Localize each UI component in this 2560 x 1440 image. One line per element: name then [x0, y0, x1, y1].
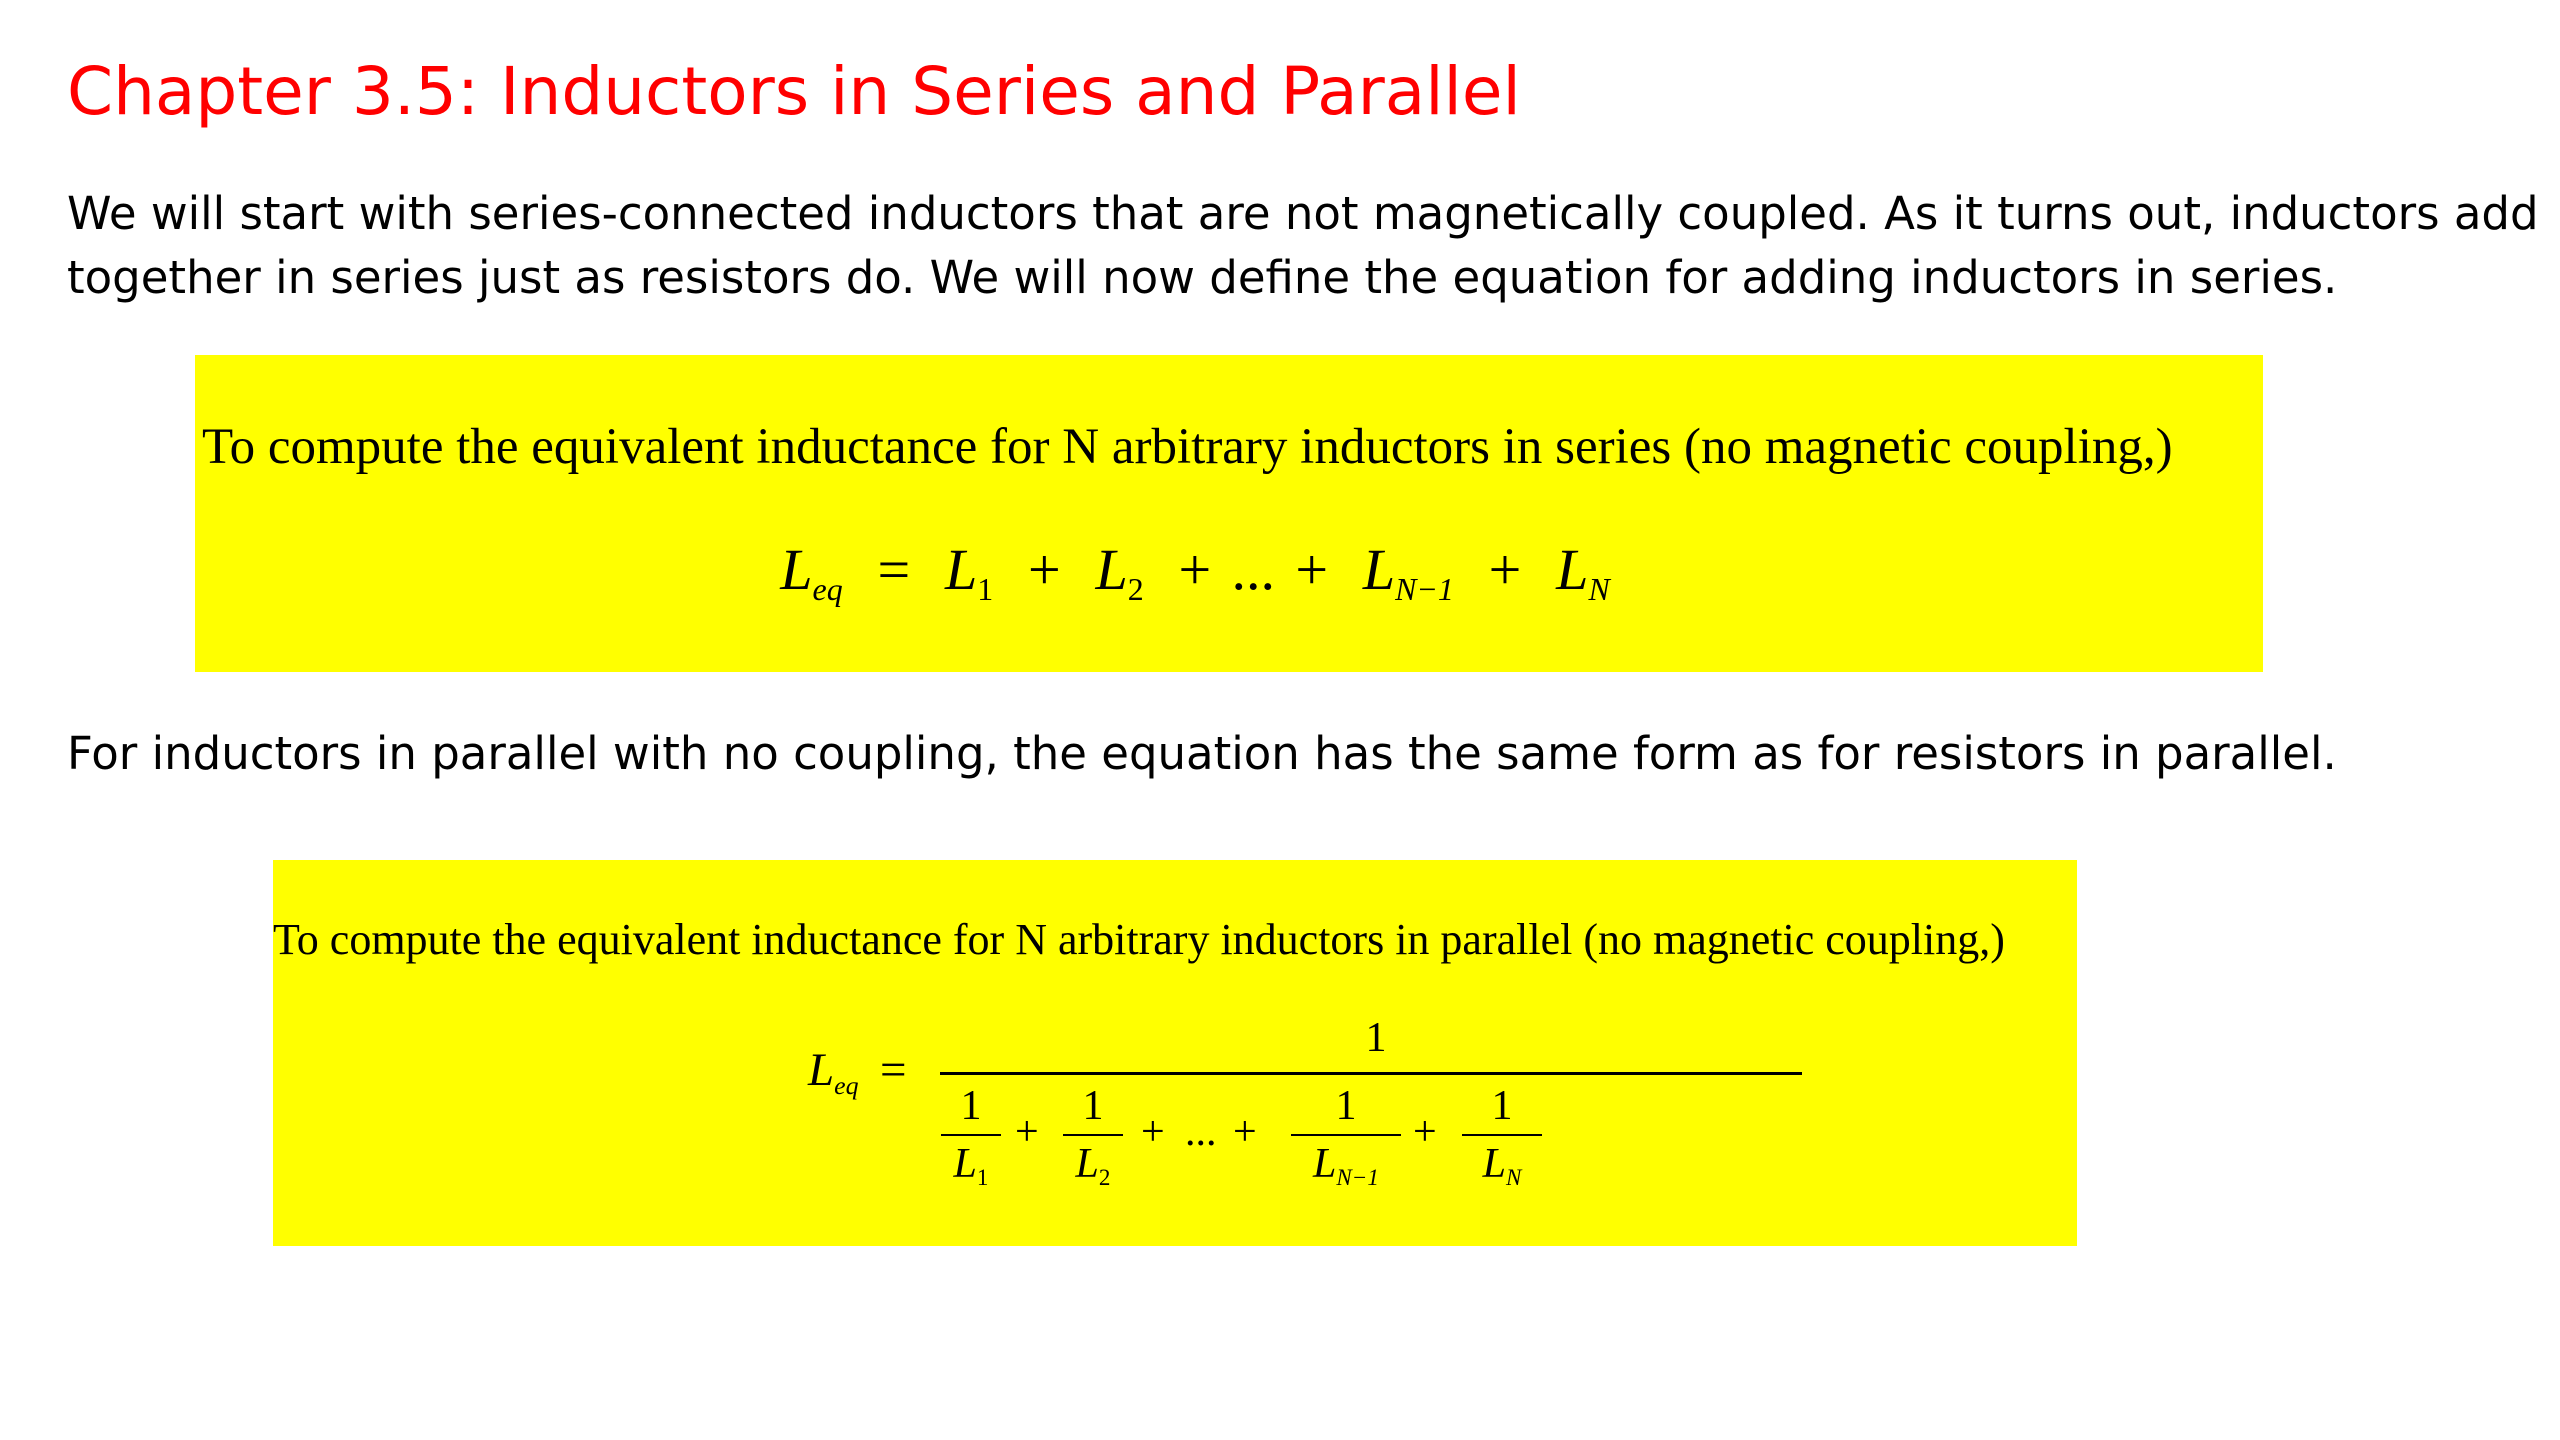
- eq-series-term-n: LN: [1556, 537, 1610, 608]
- series-formula-caption: To compute the equivalent inductance for N arbitrary inductors in series (no magnetic coupling,): [202, 419, 2173, 475]
- series-formula-box: [195, 355, 2263, 672]
- eq-parallel-plus: +: [1233, 1109, 1257, 1155]
- eq-series-equals: =: [877, 537, 911, 602]
- eq-parallel-main-fraction-bar: [940, 1072, 1802, 1075]
- eq-parallel-equals: =: [880, 1044, 907, 1096]
- series-equation: [195, 535, 2263, 625]
- eq-parallel-frac-n-minus-1: 1 LN−1: [1291, 1082, 1401, 1201]
- eq-parallel-plus: +: [1141, 1109, 1165, 1155]
- series-intro-paragraph: [67, 182, 2539, 310]
- parallel-formula-caption: To compute the equivalent inductance for N arbitrary inductors in parallel (no magnetic coupling,): [273, 915, 2005, 964]
- eq-series-term-1: $L_1$: [944, 537, 994, 608]
- eq-series-plus: +: [1488, 537, 1522, 602]
- parallel-intro-paragraph: For inductors in parallel with no coupling, the equation has the same form as for resistors in parallel.: [67, 727, 2337, 780]
- eq-parallel-numerator: 1: [1365, 1015, 1387, 1061]
- slide-title: Chapter 3.5: Inductors in Series and Parallel: [67, 53, 1521, 130]
- eq-series-plus: +: [1295, 537, 1329, 602]
- eq-parallel-ellipsis: ...: [1185, 1109, 1217, 1155]
- eq-parallel-frac-n: 1 LN: [1462, 1082, 1542, 1201]
- eq-parallel-plus: +: [1015, 1109, 1039, 1155]
- eq-parallel-lhs: Leq: [808, 1044, 859, 1101]
- series-intro-line-1: We will start with series-connected inductors that are not magnetically coupled. As it turns out, inductors add: [67, 187, 2539, 240]
- eq-series-lhs: Leq: [780, 537, 843, 608]
- eq-parallel-frac-1: 1 $L_1$: [941, 1082, 1001, 1201]
- eq-parallel-frac-2: 1 $L_2$: [1063, 1082, 1123, 1201]
- eq-series-plus: +: [1178, 537, 1212, 602]
- eq-series-ellipsis: ...: [1231, 537, 1276, 602]
- series-intro-line-2: together in series just as resistors do. We will now define the equation for adding inductors in series.: [67, 251, 2338, 304]
- eq-series-plus: +: [1027, 537, 1061, 602]
- eq-series-term-2: $L_2$: [1095, 537, 1144, 608]
- eq-parallel-plus: +: [1413, 1109, 1437, 1155]
- eq-series-term-n-minus-1: LN−1: [1362, 537, 1454, 608]
- parallel-formula-box: [273, 860, 2077, 1246]
